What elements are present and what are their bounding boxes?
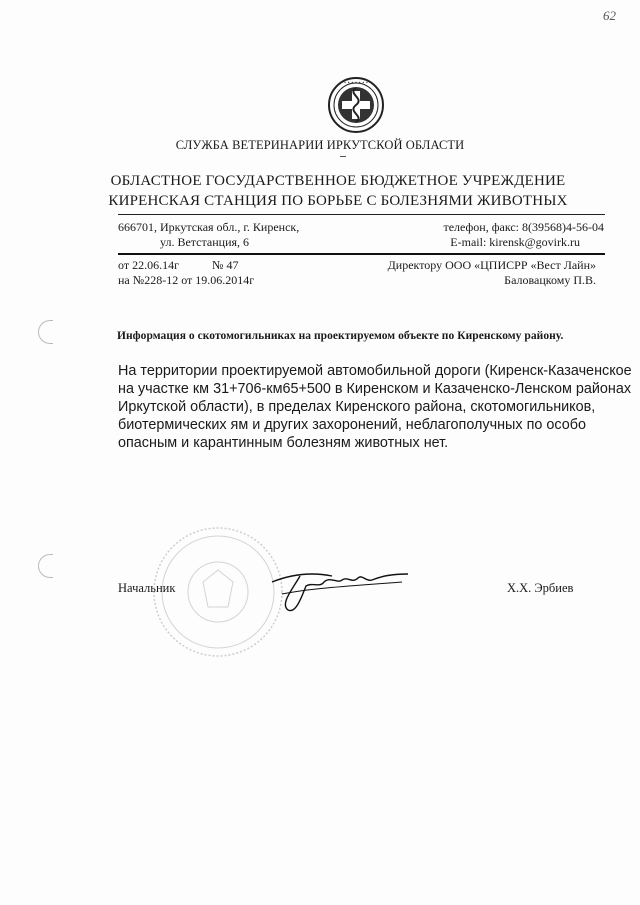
organization-name-line1: ОБЛАСТНОЕ ГОСУДАРСТВЕННОЕ БЮДЖЕТНОЕ УЧРЕЖДЕНИЕ — [110, 173, 566, 189]
page-number: 62 — [603, 8, 616, 23]
svg-text:• • • • • • •: • • • • • • • — [343, 80, 369, 85]
recipient-name: Баловацкому П.В. — [504, 273, 596, 287]
signatory-title: Начальник — [118, 581, 176, 595]
body-line: Иркутской области), в пределах Киренского района, скотомогильников, — [118, 399, 596, 415]
subject-line: Информация о скотомогильниках на проектируемом объекте по Киренскому району. — [117, 330, 564, 342]
veterinary-emblem-icon — [327, 76, 385, 134]
reply-reference: на №228-12 от 19.06.2014г — [118, 273, 255, 287]
email: E-mail: kirensk@govirk.ru — [450, 235, 580, 249]
signatory-name: Х.Х. Эрбиев — [507, 581, 574, 595]
address-line1: 666701, Иркутская обл., г. Киренск, — [118, 220, 300, 234]
letter-body — [118, 362, 632, 452]
body-line: биотермических ям и других захоронений, неблагополучных по особо — [118, 417, 586, 433]
header-divider-bottom — [118, 253, 605, 255]
header-divider-top — [118, 214, 605, 215]
organization-name-line2: КИРЕНСКАЯ СТАНЦИЯ ПО БОРЬБЕ С БОЛЕЗНЯМИ ЖИВОТНЫХ — [108, 193, 568, 209]
outgoing-date: от 22.06.14г — [118, 258, 180, 272]
service-name: СЛУЖБА ВЕТЕРИНАРИИ ИРКУТСКОЙ ОБЛАСТИ — [175, 138, 465, 152]
phone-fax: телефон, факс: 8(39568)4-56-04 — [443, 220, 604, 234]
punch-hole-mark — [38, 320, 53, 344]
address-line2: ул. Ветстанция, 6 — [160, 235, 250, 249]
body-line: опасным и карантинным болезням животных нет. — [118, 435, 449, 451]
handwritten-signature — [262, 560, 412, 616]
punch-hole-mark — [38, 554, 53, 578]
body-line: На территории проектируемой автомобильной дороги (Киренск-Казаченское — [118, 363, 632, 379]
outgoing-number: № 47 — [212, 258, 239, 272]
divider — [340, 156, 346, 157]
body-line: на участке км 31+706-км65+500 в Киренском и Казаченско-Ленском районах — [118, 381, 632, 397]
recipient-position: Директору ООО «ЦПИСРР «Вест Лайн» — [387, 258, 596, 272]
